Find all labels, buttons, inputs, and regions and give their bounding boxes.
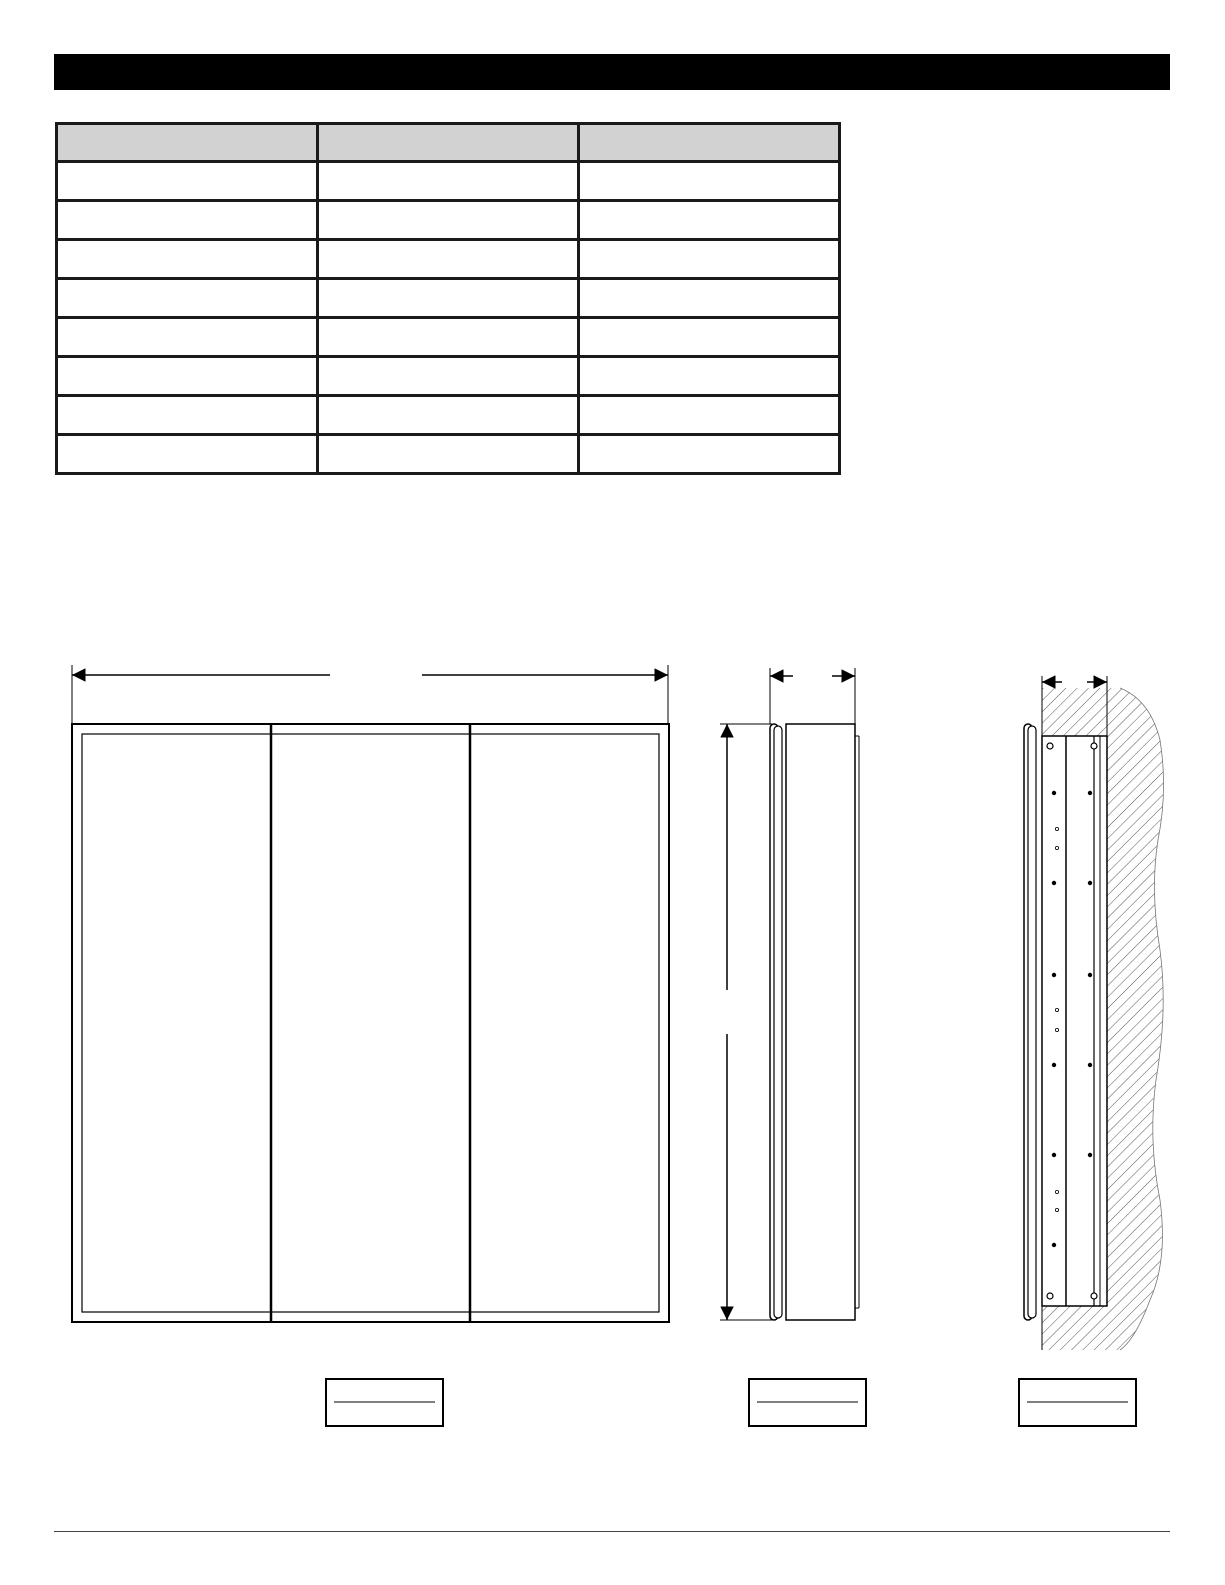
- side-view: [720, 668, 866, 1426]
- recessed-view: [1019, 676, 1172, 1426]
- front-view: [72, 665, 669, 1426]
- corner-screw: [1047, 1293, 1053, 1299]
- footer-rule: [54, 1531, 1170, 1532]
- door-profile-inner: [774, 726, 782, 1318]
- recessed-door-profile-inner: [1028, 726, 1036, 1318]
- corner-screw: [1047, 743, 1053, 749]
- corner-screw: [1091, 1293, 1097, 1299]
- cabinet-body-profile: [786, 724, 855, 1320]
- cabinet-outer-frame: [72, 724, 669, 1322]
- corner-screw: [1091, 743, 1097, 749]
- recessed-cabinet-body: [1042, 736, 1107, 1306]
